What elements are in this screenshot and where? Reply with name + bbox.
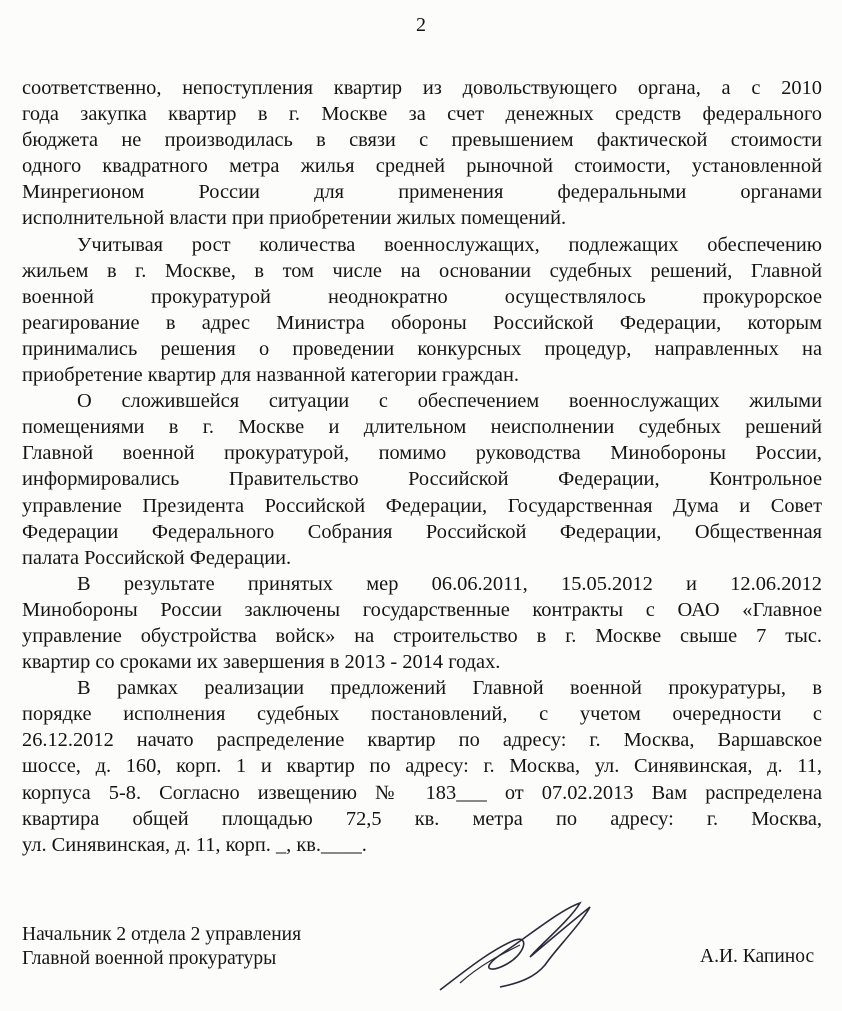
paragraph-line: реагирование в адрес Министра обороны Российской Федерации, которым: [22, 311, 822, 334]
paragraph: [22, 75, 822, 232]
paragraph-line: приобретение квартир для названной категории граждан.: [22, 364, 519, 387]
paragraph: [22, 388, 822, 571]
paragraph-line: управление Президента Российской Федерации, Государственная Дума и Совет: [22, 494, 822, 517]
signatory-position-line: Начальник 2 отдела 2 управления: [22, 924, 302, 945]
signatory-name: А.И. Капинос: [700, 946, 815, 967]
paragraph-line: В результате принятых мер 06.06.2011, 15.05.2012 и 12.06.2012: [77, 572, 822, 595]
paragraph-line: 26.12.2012 начато распределение квартир по адресу: г. Москва, Варшавское: [22, 729, 822, 752]
paragraph-line: соответственно, непоступления квартир из довольствующего органа, а с 2010: [22, 77, 822, 99]
paragraph-line: квартир со сроками их завершения в 2013 - 2014 годах.: [22, 651, 501, 674]
paragraph-line: исполнительной власти при приобретении жилых помещений.: [22, 207, 567, 230]
paragraph: [22, 232, 822, 389]
paragraph-line: Главной военной прокуратурой, помимо руководства Минобороны России,: [22, 442, 822, 465]
paragraph-line: помещениями в г. Москве и длительном неисполнении судебных решений: [22, 416, 822, 439]
paragraph-line: квартира общей площадью 72,5 кв. метра по адресу: г. Москва,: [22, 807, 822, 830]
paragraph-line: одного квадратного метра жилья средней рыночной стоимости, установленной: [22, 155, 822, 178]
paragraph-line: Учитывая рост количества военнослужащих, подлежащих обеспечению: [77, 233, 822, 256]
paragraph-line: принимались решения о проведении конкурсных процедур, направленных на: [22, 337, 822, 360]
paragraph-line: ул. Синявинская, д. 11, корп. _, кв.____.: [22, 833, 367, 856]
paragraph-line: бюджета не производилась в связи с превышением фактической стоимости: [22, 129, 822, 152]
paragraph-line: информировались Правительство Российской Федерации, Контрольное: [22, 468, 822, 491]
paragraph-line: порядке исполнения судебных постановлений, с учетом очередности с: [22, 703, 822, 726]
paragraph-line: Федерации Федерального Собрания Российской Федерации, Общественная: [22, 520, 822, 543]
paragraph-line: корпуса 5-8. Согласно извещению № 183___ от 07.02.2013 Вам распределена: [22, 781, 822, 804]
page-number: 2: [416, 14, 426, 36]
paragraph-line: года закупка квартир в г. Москве за счет денежных средств федерального: [22, 103, 822, 126]
paragraph: [22, 571, 822, 675]
letter-body: [22, 75, 822, 858]
paragraph-line: О сложившейся ситуации с обеспечением военнослужащих жилыми: [77, 390, 822, 413]
paragraph-line: Минрегионом России для применения федеральными органами: [22, 181, 822, 204]
signatory-position: [22, 923, 301, 970]
handwritten-signature: [420, 895, 620, 995]
paragraph-line: жильем в г. Москве, в том числе на основании судебных решений, Главной: [22, 259, 822, 282]
paragraph: [22, 675, 822, 858]
paragraph-line: В рамках реализации предложений Главной военной прокуратуры, в: [77, 677, 822, 700]
signatory-position-line: Главной военной прокуратуры: [22, 947, 277, 969]
paragraph-line: палата Российской Федерации.: [22, 546, 292, 569]
paragraph-line: шоссе, д. 160, корп. 1 и квартир по адресу: г. Москва, ул. Синявинская, д. 11,: [22, 755, 822, 778]
paragraph-line: управление обустройства войск» на строительство в г. Москве свыше 7 тыс.: [22, 624, 822, 647]
paragraph-line: Минобороны России заключены государственные контракты с ОАО «Главное: [22, 598, 822, 621]
paragraph-line: военной прокуратурой неоднократно осуществлялось прокурорское: [22, 285, 822, 308]
